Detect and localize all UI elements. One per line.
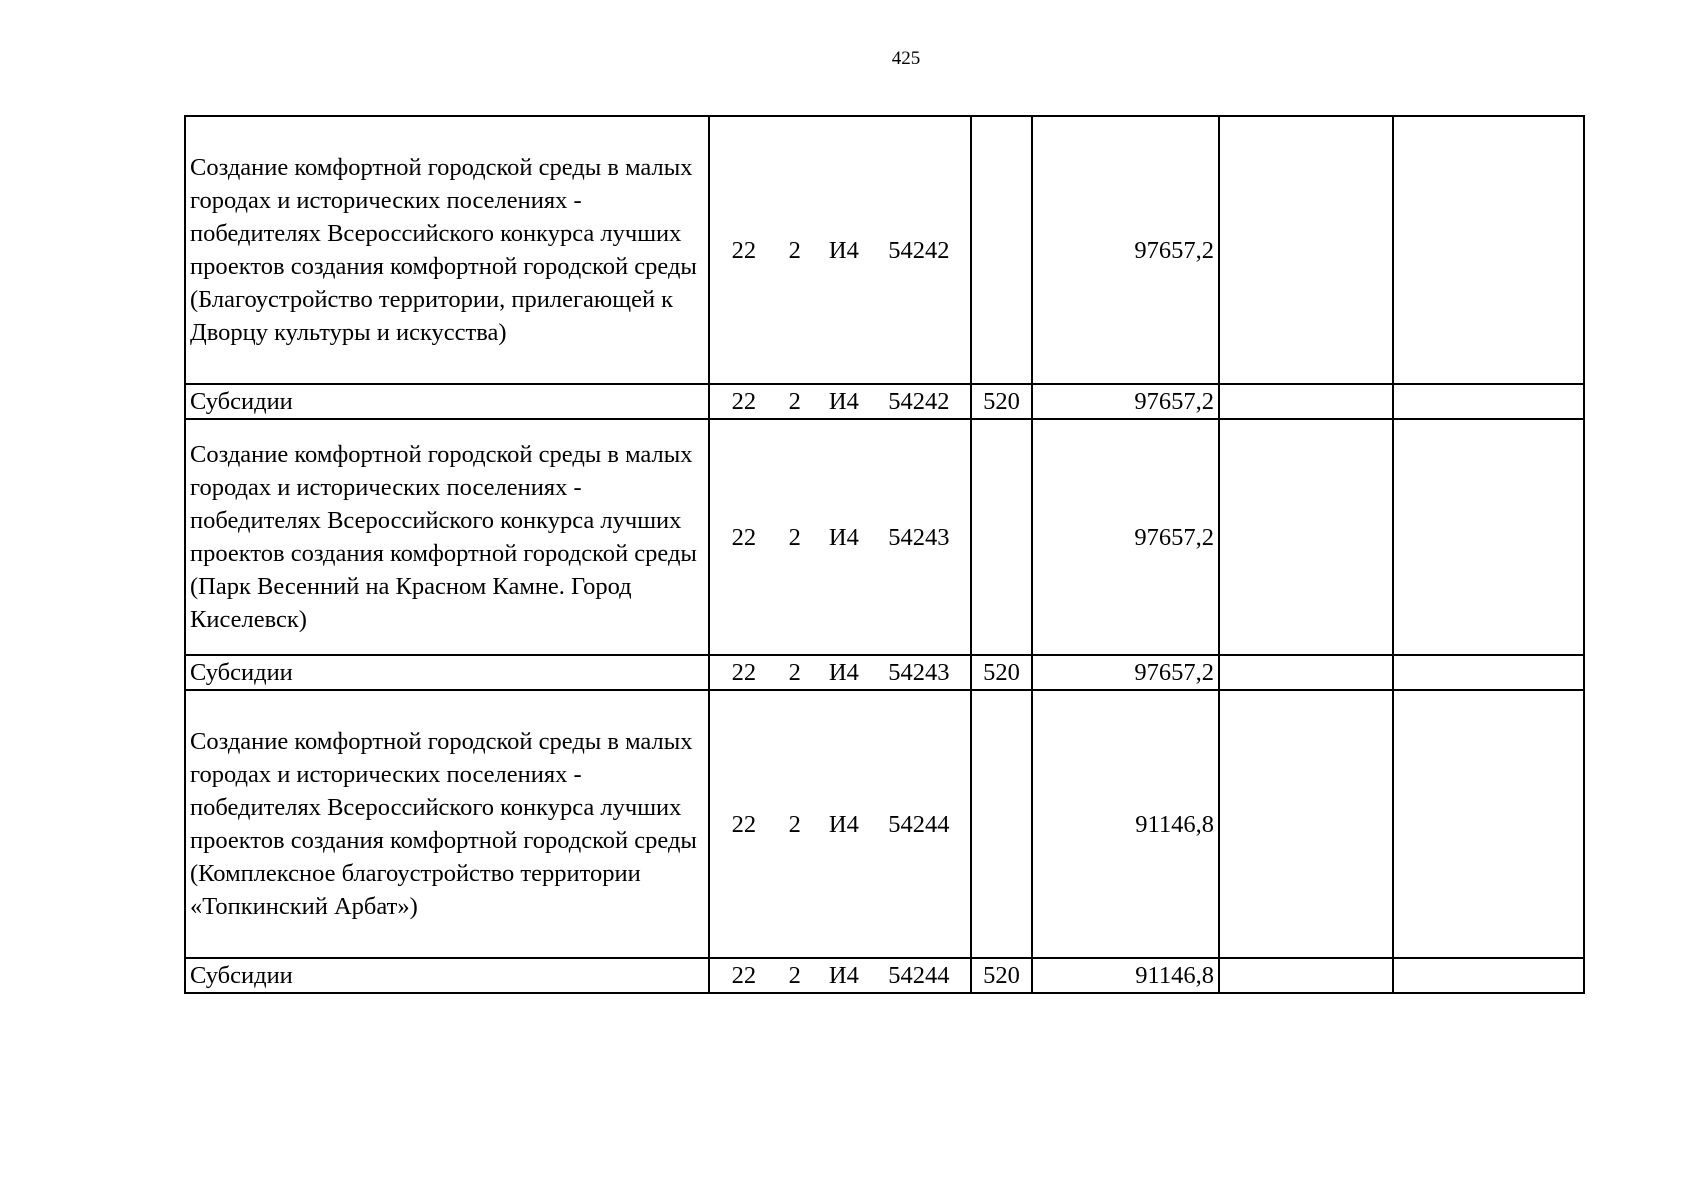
code-direction: 54243: [888, 523, 950, 551]
row-expense-type: [971, 690, 1032, 958]
row-codes: [709, 958, 971, 993]
table-row: [185, 655, 1584, 690]
code-program: 2: [788, 388, 801, 415]
row-expense-type: 520: [971, 958, 1032, 993]
row-empty-cell: [1219, 655, 1393, 690]
row-name: Создание комфортной городской среды в малых городах и исторических поселениях - победителях Всероссийского конкурса лучших проектов создания комфортной городской среды (Парк Весенний на Красном Камне. Город Киселевск): [185, 419, 709, 655]
code-direction: 54244: [888, 962, 950, 989]
row-empty-cell: [1393, 116, 1584, 384]
code-section: 22: [731, 962, 757, 989]
row-expense-type: 520: [971, 384, 1032, 419]
row-name: Субсидии: [185, 384, 709, 419]
row-amount: 97657,2: [1032, 419, 1219, 655]
code-section: 22: [731, 659, 757, 686]
row-name: Субсидии: [185, 958, 709, 993]
code-direction: 54242: [888, 236, 950, 264]
row-expense-type: [971, 419, 1032, 655]
page-number: 425: [891, 48, 921, 69]
code-section: 22: [731, 523, 757, 551]
table-row: [185, 384, 1584, 419]
row-codes: [709, 116, 971, 384]
row-amount: 97657,2: [1032, 655, 1219, 690]
code-program: 2: [788, 659, 801, 686]
row-name: Субсидии: [185, 655, 709, 690]
row-expense-type: 520: [971, 655, 1032, 690]
row-name: Создание комфортной городской среды в малых городах и исторических поселениях - победителях Всероссийского конкурса лучших проектов создания комфортной городской среды (Благоустройство территории, прилегающей к Дворцу культуры и искусства): [185, 116, 709, 384]
code-section: 22: [731, 236, 757, 264]
row-codes: [709, 419, 971, 655]
table-row: [185, 116, 1584, 384]
row-empty-cell: [1219, 419, 1393, 655]
row-expense-type: [971, 116, 1032, 384]
row-empty-cell: [1393, 655, 1584, 690]
code-section: 22: [731, 810, 757, 838]
code-project: И4: [828, 810, 859, 838]
code-program: 2: [788, 236, 801, 264]
row-amount: 97657,2: [1032, 384, 1219, 419]
budget-table: [184, 115, 1585, 994]
row-codes: [709, 690, 971, 958]
row-empty-cell: [1219, 116, 1393, 384]
code-program: 2: [788, 523, 801, 551]
table-row: [185, 419, 1584, 655]
row-codes: [709, 384, 971, 419]
row-amount: 91146,8: [1032, 690, 1219, 958]
code-program: 2: [788, 810, 801, 838]
code-section: 22: [731, 388, 757, 415]
code-project: И4: [828, 659, 859, 686]
table-row: [185, 690, 1584, 958]
code-direction: 54244: [888, 810, 950, 838]
row-empty-cell: [1219, 384, 1393, 419]
row-empty-cell: [1393, 419, 1584, 655]
row-codes: [709, 655, 971, 690]
code-project: И4: [828, 523, 859, 551]
code-direction: 54242: [888, 388, 950, 415]
row-empty-cell: [1219, 690, 1393, 958]
row-empty-cell: [1393, 690, 1584, 958]
row-amount: 91146,8: [1032, 958, 1219, 993]
row-name: Создание комфортной городской среды в малых городах и исторических поселениях - победителях Всероссийского конкурса лучших проектов создания комфортной городской среды (Комплексное благоустройство территории «Топкинский Арбат»): [185, 690, 709, 958]
row-empty-cell: [1219, 958, 1393, 993]
code-project: И4: [828, 236, 859, 264]
code-program: 2: [788, 962, 801, 989]
code-direction: 54243: [888, 659, 950, 686]
code-project: И4: [828, 962, 859, 989]
table-row: [185, 958, 1584, 993]
row-empty-cell: [1393, 958, 1584, 993]
row-amount: 97657,2: [1032, 116, 1219, 384]
code-project: И4: [828, 388, 859, 415]
row-empty-cell: [1393, 384, 1584, 419]
